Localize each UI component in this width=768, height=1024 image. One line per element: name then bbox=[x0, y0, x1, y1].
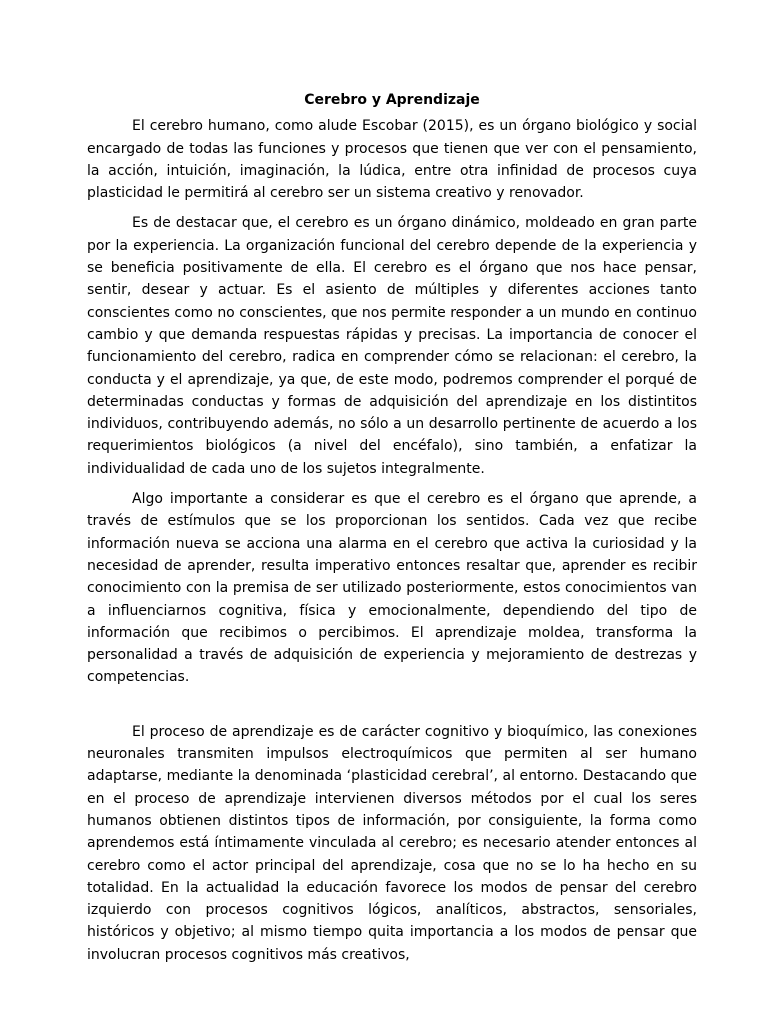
paragraph-4: El proceso de aprendizaje es de carácter cognitivo y bioquímico, las conexiones neuronales transmiten impulsos electroquímicos que permiten al ser humano adaptarse, mediante la denominada ‘plasticidad cerebral’, al entorno. Destacando que en el proceso de aprendizaje intervienen diversos métodos por el cual los seres humanos obtienen distintos tipos de información, por consiguiente, la forma como aprendemos está íntimamente vinculada al cerebro; es necesario atender entonces al cerebro como el actor principal del aprendizaje, cosa que no se lo ha hecho en su totalidad. En la actualidad la educación favorece los modos de pensar del cerebro izquierdo con procesos cognitivos lógicos, analíticos, abstractos, sensoriales, históricos y objetivo; al mismo tiempo quita importancia a los modos de pensar que involucran procesos cognitivos más creativos, bbox=[87, 723, 697, 963]
paragraph-3: Algo importante a considerar es que el cerebro es el órgano que aprende, a través de estímulos que se los proporcionan los sentidos. Cada vez que recibe información nueva se acciona una alarma en el cerebro que activa la curiosidad y la necesidad de aprender, resulta imperativo entonces resaltar que, aprender es recibir conocimiento con la premisa de ser utilizado posteriormente, estos conocimientos van a influenciarnos cognitiva, física y emocionalmente, dependiendo del tipo de información que recibimos o percibimos. El aprendizaje moldea, transforma la personalidad a través de adquisición de experiencia y mejoramiento de destrezas y competencias. bbox=[87, 491, 697, 686]
document-title: Cerebro y Aprendizaje bbox=[304, 92, 480, 108]
paragraph-1: El cerebro humano, como alude Escobar (2015), es un órgano biológico y social encargado de todas las funciones y procesos que tienen que ver con el pensamiento, la acción, intuición, imaginación, la lúdica, entre otra infinidad de procesos cuya plasticidad le permitirá al cerebro ser un sistema creativo y renovador. bbox=[87, 118, 697, 202]
paragraph-2: Es de destacar que, el cerebro es un órgano dinámico, moldeado en gran parte por la experiencia. La organización funcional del cerebro depende de la experiencia y se beneficia positivamente de ella. El cerebro es el órgano que nos hace pensar, sentir, desear y actuar. Es el asiento de múltiples y diferentes acciones tanto conscientes como no conscientes, que nos permite responder a un mundo en continuo cambio y que demanda respuestas rápidas y precisas. La importancia de conocer el funcionamiento del cerebro, radica en comprender cómo se relacionan: el cerebro, la conducta y el aprendizaje, ya que, de este modo, podremos comprender el porqué de determinadas conductas y formas de adquisición del aprendizaje en los distintitos individuos, contribuyendo además, no sólo a un desarrollo pertinente de acuerdo a los requerimientos biológicos (a nivel del encéfalo), sino también, a enfatizar la individualidad de cada uno de los sujetos integralmente. bbox=[87, 215, 697, 477]
document-body bbox=[87, 89, 697, 966]
paragraph-gap bbox=[87, 689, 697, 721]
